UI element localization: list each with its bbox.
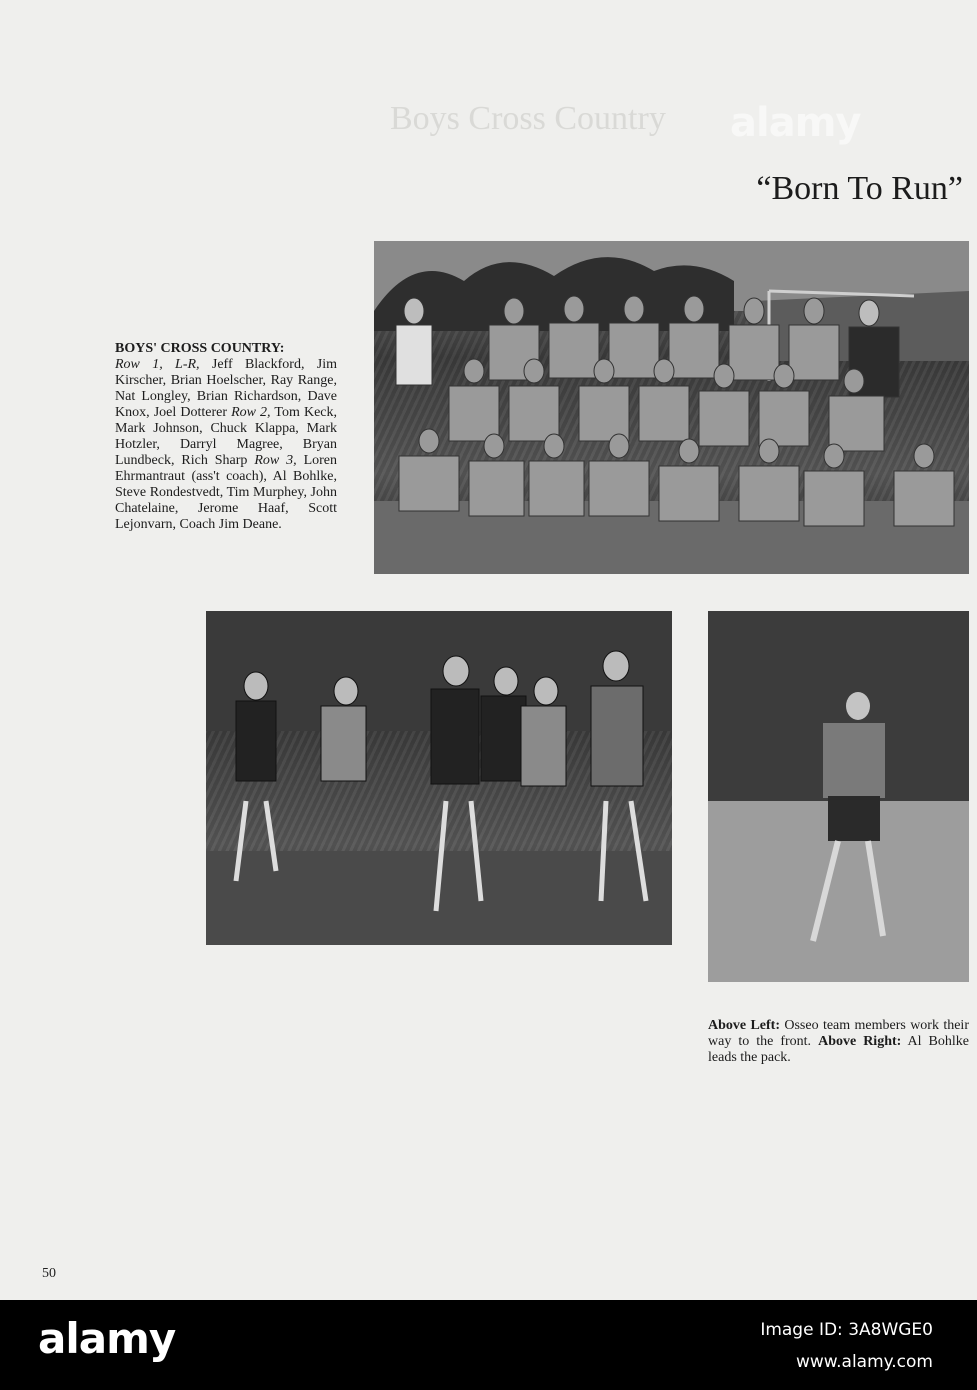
- lead-runner-photo: [708, 611, 969, 982]
- ghost-heading: Boys Cross Country: [390, 100, 666, 137]
- watermark-top: alamy: [730, 100, 861, 146]
- photo-caption: [708, 1018, 969, 1066]
- page-title: “Born To Run”: [756, 170, 963, 207]
- team-caption: [115, 341, 337, 533]
- image-id: Image ID: 3A8WGE0: [760, 1320, 933, 1340]
- race-pack-photo: [206, 611, 672, 945]
- watermark-footer: [0, 1300, 977, 1390]
- row1-names: Jeff Blackford, Jim Kirscher, Brian Hoelscher, Ray Range, Nat Longley, Brian Richardson, Dave Knox, Joel Dotterer: [115, 357, 337, 420]
- runner-photo-art: [708, 611, 969, 982]
- row1-label: Row 1, L-R,: [115, 357, 200, 372]
- team-photo-art: [374, 241, 969, 574]
- photo-caption-right-label: Above Right:: [818, 1034, 902, 1049]
- page-number: 50: [42, 1266, 56, 1281]
- photo-caption-left-label: Above Left:: [708, 1018, 781, 1033]
- photo-caption-right-text: Al Bohlke leads the pack.: [708, 1034, 969, 1065]
- team-caption-head: BOYS' CROSS COUNTRY:: [115, 341, 285, 356]
- row3-label: Row 3,: [254, 453, 297, 468]
- row2-names: Tom Keck, Mark Johnson, Chuck Klappa, Mark Hotzler, Darryl Magree, Bryan Lundbeck, Rich Sharp: [115, 405, 337, 468]
- photo-caption-left-text: Osseo team members work their way to the front.: [708, 1018, 969, 1049]
- team-group-photo: [374, 241, 969, 574]
- row2-label: Row 2,: [231, 405, 271, 420]
- alamy-logo: alamy: [38, 1314, 176, 1363]
- race-photo-art: [206, 611, 672, 945]
- site-url: www.alamy.com: [795, 1352, 933, 1372]
- row3-names: Loren Ehrmantraut (ass't coach), Al Bohlke, Steve Rondestvedt, Tim Murphey, John Chatelaine, Jerome Haaf, Scott Lejonvarn, Coach Jim Deane.: [115, 453, 337, 532]
